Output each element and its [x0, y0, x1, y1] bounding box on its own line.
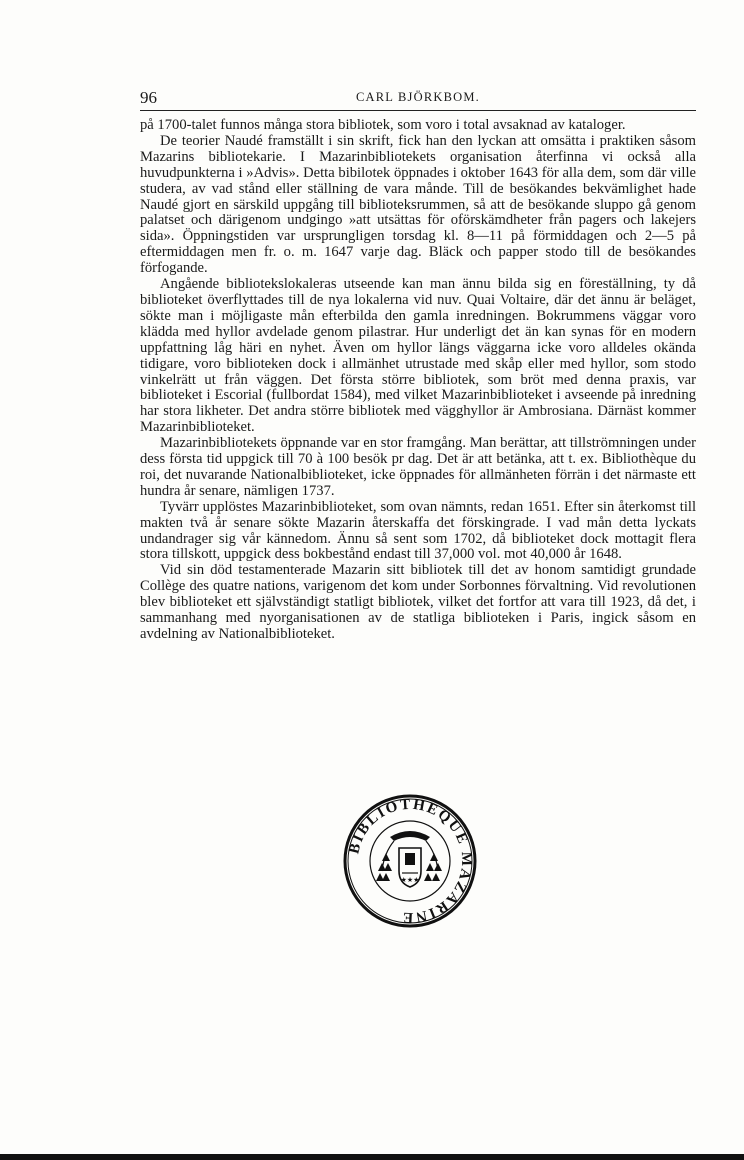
page-bottom-border: [0, 1154, 744, 1160]
paragraph-2: De teorier Naudé framställt i sin skrift, fick han den lyckan att omsätta i praktiken såsom Mazarins bibliotekarie. I Mazarinbibliotekets organisation återfinna vi också alla huvudpunkterna i »Advis». Detta bibilotek öppnades i oktober 1643 för alla dem, som där ville studera, av vad stånd eller ställning de vara månde. Till de besökandes bekvämlighet hade Naudé gjort en särskild uppgång till biblioteksrummen, så att de besökande sluppo gå genom palatset och därigenom undgingo »att utsättas för oförskämdheter från pagers och lakejers sida». Öppningstiden var ursprungligen torsdag kl. 8—11 på förmiddagen och 2—5 på eftermiddagen men fr. o. m. 1647 varje dag. Bläck och papper stodo till de besökandes förfogande.: [140, 132, 696, 277]
paragraph-5: Tyvärr upplöstes Mazarinbiblioteket, som ovan nämnts, redan 1651. Efter sin återkomst till makten två år senare sökte Mazarin återskaffa det förskingrade. I vad mån detta lyckats undandrager sig vår kännedom. Ännu så sent som 1702, då biblioteket dock mottagit flera stora tillskott, uppgick dess bokbestånd endast till 37,000 vol. mot 40,000 år 1648.: [140, 498, 696, 563]
paragraph-3: Angående bibliotekslokaleras utseende kan man ännu bilda sig en föreställning, ty då biblioteket överflyttades till de nya lokalerna vid nuv. Quai Voltaire, där det ännu är beläget, sökte man i möjligaste mån efterbilda den gamla inredningen. Bokrummens väggar voro klädda med hyllor avdelade genom pilastrar. Hur underligt det än kan synas för en modern uppfattning låg häri en nyhet. Även om hyllor längs väggarna icke voro alldeles okända tidigare, voro biblioteken dock i allmänhet utrustade med skåp eller med hyllor, som stodo vinkelrätt ut från väggen. Det första större bibliotek, som bröt med denna praxis, var biblioteket i Escorial (fullbordat 1584), med vilket Mazarinbiblioteket i avseende på inredning har stora likheter. Det andra större bibliotek med vägghyllor är Ambrosiana. Därnäst kommer Mazarinbiblioteket.: [140, 276, 696, 436]
stamp-text: BIBLIOTHEQUE MAZARINE: [346, 796, 475, 926]
svg-text:★★★: ★★★: [400, 876, 420, 884]
page-header: [140, 88, 696, 111]
body-text: [140, 118, 696, 643]
running-head: CARL BJÖRKBOM.: [356, 90, 480, 104]
page-number: 96: [140, 88, 157, 107]
paragraph-4: Mazarinbibliotekets öppnande var en stor framgång. Man berättar, att tillströmningen under dess första tid uppgick till 70 à 100 besök pr dag. Det är att betänka, att t. ex. Bibliothèque du roi, det nuvarande Nationalbiblioteket, icke öppnades för allmänheten förrän i det närmaste ett hundra år senare, nämligen 1737.: [140, 435, 696, 499]
paragraph-6: Vid sin död testamenterade Mazarin sitt bibliotek till det av honom samtidigt grundade Collège des quatre nations, varigenom det kom under Sorbonnes förvaltning. Vid revolutionen blev biblioteket ett självständigt statligt bibliotek, vilket det fortfor att vara till 1923, då det, i sammanhang med nyorganisationen av de statliga biblioteken i Paris, ingick såsom en avdelning av Nationalbiblioteket.: [140, 562, 696, 642]
library-stamp-icon: [342, 793, 478, 929]
paragraph-1: på 1700-talet funnos många stora bibliotek, som voro i total avsaknad av kataloger.: [140, 117, 626, 133]
